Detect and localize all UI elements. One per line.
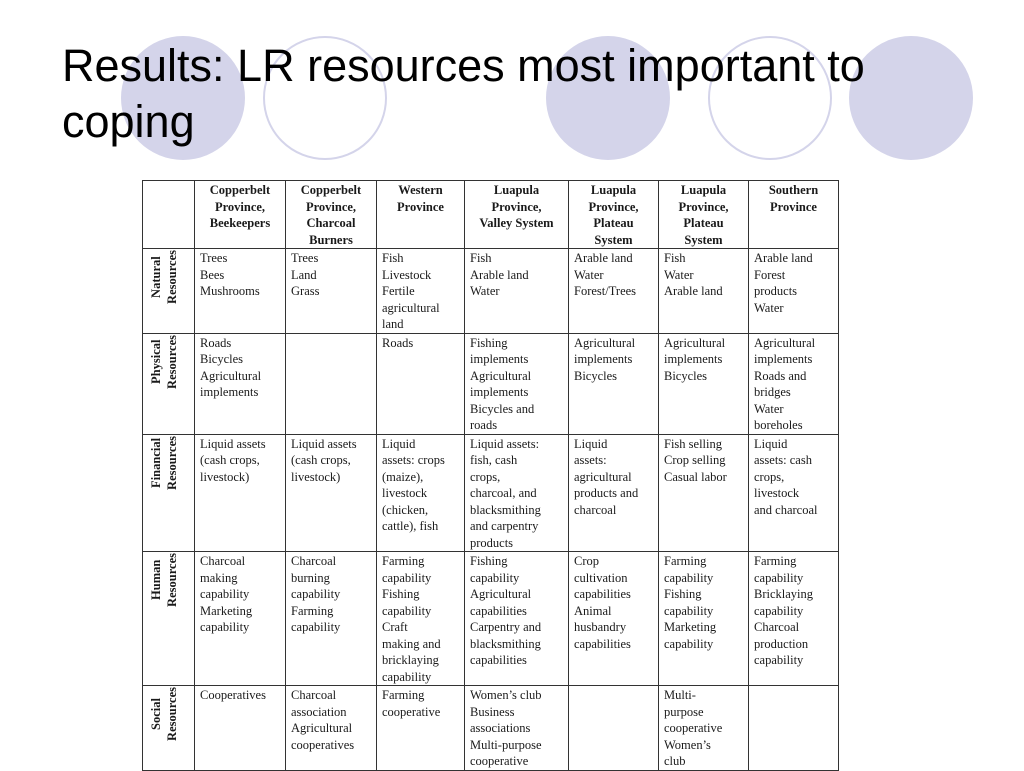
- cell-line: roads: [470, 418, 498, 432]
- cell-line: Livestock: [382, 267, 432, 282]
- table-row-financial: [143, 434, 839, 552]
- cell-line: Bicycles and: [470, 401, 535, 416]
- cell-line: Bicycles: [574, 368, 618, 383]
- cell-line: Agricultural: [470, 587, 532, 601]
- cell-line: Carpentry and: [470, 620, 542, 634]
- cell-line: Charcoal: [291, 688, 337, 702]
- cell-line: Women’s club: [470, 688, 542, 702]
- table-cell: [465, 552, 569, 686]
- cell-line: capability: [664, 603, 714, 618]
- cell-line: Roads and: [754, 368, 807, 383]
- table-cell: [286, 686, 377, 771]
- row-header: [143, 333, 195, 434]
- table-cell: [286, 333, 377, 434]
- header-row: [143, 181, 839, 249]
- cell-line: Farming: [754, 554, 797, 568]
- row-header: [143, 686, 195, 771]
- cell-line: Agricultural: [574, 335, 636, 350]
- table-cell: [569, 249, 659, 334]
- cell-line: club: [664, 754, 686, 768]
- cell-line: Trees: [200, 251, 228, 265]
- cell-line: burning: [291, 570, 330, 585]
- cell-line: Arable land: [574, 251, 633, 265]
- cell-line: assets:: [574, 453, 607, 467]
- row-header: [143, 552, 195, 686]
- cell-line: livestock): [291, 469, 341, 484]
- cell-line: Water: [754, 401, 784, 416]
- cell-line: crops,: [754, 469, 785, 484]
- cell-line: Agricultural: [291, 721, 353, 735]
- table-cell: [749, 434, 839, 552]
- cell-line: Fishing: [470, 554, 508, 568]
- cell-line: Crop selling: [664, 453, 726, 467]
- cell-line: cooperative: [382, 704, 441, 719]
- cell-line: agricultural: [574, 469, 632, 484]
- cell-line: cooperative: [664, 721, 723, 735]
- column-header-line: Western: [398, 183, 443, 197]
- cell-line: capability: [754, 653, 804, 667]
- column-header: [659, 181, 749, 249]
- cell-line: Roads: [382, 335, 414, 350]
- table-cell: [749, 552, 839, 686]
- cell-line: livestock: [754, 486, 800, 500]
- cell-line: (maize),: [382, 469, 424, 484]
- cell-line: capability: [200, 587, 250, 601]
- corner-cell: [143, 181, 195, 249]
- column-header: [569, 181, 659, 249]
- row-header-label-line: Financial: [149, 437, 163, 488]
- cell-line: bricklaying: [382, 653, 439, 667]
- cell-line: and charcoal: [754, 502, 818, 517]
- table-cell: [195, 686, 286, 771]
- slide-title-line-1: Results: LR resources most important to: [62, 40, 865, 91]
- cell-line: implements: [470, 385, 529, 399]
- cell-line: Arable land: [664, 284, 723, 298]
- cell-line: Forest: [754, 267, 786, 282]
- table-cell: [569, 686, 659, 771]
- cell-line: Cooperatives: [200, 688, 266, 702]
- row-header-label: [148, 335, 180, 389]
- cell-line: products: [754, 284, 798, 298]
- cell-line: Liquid: [754, 436, 788, 451]
- table-cell: [465, 434, 569, 552]
- cell-line: crops,: [470, 469, 501, 484]
- cell-line: Water: [754, 300, 784, 315]
- cell-line: Crop: [574, 554, 599, 568]
- row-header-label: [148, 250, 180, 304]
- cell-line: cattle), fish: [382, 519, 439, 533]
- column-header-line: System: [684, 232, 723, 247]
- cell-line: Women’s: [664, 737, 711, 752]
- cell-line: Craft: [382, 620, 408, 634]
- column-header-line: Copperbelt: [300, 183, 362, 197]
- table-cell: [377, 686, 465, 771]
- cell-line: bridges: [754, 385, 791, 399]
- cell-line: Business: [470, 704, 515, 719]
- cell-line: Fish: [470, 251, 492, 265]
- cell-line: Bicycles: [200, 352, 244, 366]
- table-cell: [377, 552, 465, 686]
- cell-line: cultivation: [574, 570, 628, 585]
- slide-title-line-2: coping: [62, 96, 195, 147]
- cell-line: implements: [470, 352, 529, 366]
- column-header-line: Luapula: [493, 183, 540, 197]
- cell-line: charcoal: [574, 502, 617, 517]
- row-header-label: [148, 687, 180, 741]
- table-cell: [659, 686, 749, 771]
- cell-line: Agricultural: [754, 335, 816, 350]
- cell-line: making and: [382, 636, 441, 651]
- cell-line: Agricultural: [664, 335, 726, 350]
- cell-line: Grass: [291, 284, 320, 298]
- table-cell: [195, 249, 286, 334]
- cell-line: Liquid assets: [291, 436, 357, 451]
- cell-line: implements: [200, 385, 259, 399]
- table-cell: [465, 686, 569, 771]
- row-header-label-line: Resources: [165, 435, 179, 490]
- row-header-label-line: Physical: [149, 339, 163, 384]
- column-header-line: System: [594, 232, 633, 247]
- cell-line: Liquid assets:: [470, 436, 540, 451]
- cell-line: Fishing: [382, 587, 420, 601]
- cell-line: Agricultural: [470, 368, 532, 383]
- cell-line: capabilities: [574, 636, 631, 651]
- cell-line: Fishing: [664, 587, 702, 601]
- cell-line: Liquid: [574, 436, 608, 451]
- cell-line: Farming: [664, 554, 707, 568]
- cell-line: livestock: [382, 486, 428, 500]
- cell-line: products and: [574, 486, 639, 500]
- column-header-line: Beekeepers: [209, 216, 271, 230]
- cell-line: blacksmithing: [470, 636, 541, 651]
- cell-line: cooperatives: [291, 737, 355, 752]
- cell-line: capability: [382, 669, 432, 684]
- cell-line: capability: [664, 636, 714, 651]
- row-header: [143, 434, 195, 552]
- cell-line: Land: [291, 267, 317, 282]
- cell-line: Fish: [382, 251, 404, 265]
- cell-line: production: [754, 636, 809, 651]
- cell-line: capability: [200, 620, 250, 634]
- cell-line: Roads: [200, 335, 232, 350]
- cell-line: assets: crops: [382, 453, 445, 467]
- cell-line: capability: [754, 570, 804, 585]
- cell-line: Bees: [200, 267, 225, 282]
- cell-line: fish, cash: [470, 453, 518, 467]
- cell-line: associations: [470, 721, 531, 735]
- table-cell: [377, 333, 465, 434]
- cell-line: Farming: [382, 688, 425, 702]
- cell-line: Marketing: [200, 603, 253, 618]
- table-cell: [659, 434, 749, 552]
- cell-line: land: [382, 317, 404, 331]
- table-cell: [286, 249, 377, 334]
- table-cell: [286, 552, 377, 686]
- column-header-line: Southern: [768, 183, 819, 197]
- cell-line: implements: [754, 352, 813, 366]
- column-header-line: Province,: [588, 199, 639, 214]
- cell-line: capability: [382, 570, 432, 585]
- table-cell: [286, 434, 377, 552]
- table-cell: [465, 333, 569, 434]
- cell-line: Fishing: [470, 335, 508, 350]
- column-header-line: Plateau: [593, 216, 634, 230]
- table-cell: [569, 434, 659, 552]
- cell-line: Agricultural: [200, 368, 262, 383]
- column-header-line: Luapula: [680, 183, 727, 197]
- table-row-physical: [143, 333, 839, 434]
- column-header-line: Province,: [491, 199, 542, 214]
- cell-line: boreholes: [754, 418, 803, 432]
- cell-line: Charcoal: [291, 554, 337, 568]
- cell-line: Fish selling: [664, 436, 722, 451]
- cell-line: charcoal, and: [470, 486, 537, 500]
- cell-line: Trees: [291, 251, 319, 265]
- cell-line: Arable land: [754, 251, 813, 265]
- cell-line: Mushrooms: [200, 284, 260, 298]
- table-cell: [569, 333, 659, 434]
- cell-line: capabilities: [470, 603, 527, 618]
- row-header-label: [148, 553, 180, 607]
- cell-line: implements: [574, 352, 633, 366]
- table-cell: [659, 552, 749, 686]
- row-header-label-line: Social: [149, 698, 163, 730]
- cell-line: capability: [382, 603, 432, 618]
- table-cell: [749, 333, 839, 434]
- column-header-line: Copperbelt: [209, 183, 271, 197]
- table-cell: [377, 434, 465, 552]
- cell-line: (cash crops,: [291, 453, 351, 467]
- cell-line: Marketing: [664, 620, 717, 634]
- column-header-line: Province: [397, 199, 444, 214]
- column-header: [286, 181, 377, 249]
- row-header-label-line: Natural: [149, 256, 163, 298]
- row-header-label-line: Resources: [165, 250, 179, 304]
- table-row-social: [143, 686, 839, 771]
- table-cell: [659, 249, 749, 334]
- cell-line: Casual labor: [664, 469, 727, 484]
- table-cell: [749, 249, 839, 334]
- cell-line: Multi-purpose: [470, 737, 542, 752]
- column-header: [195, 181, 286, 249]
- cell-line: Water: [574, 267, 604, 282]
- cell-line: products: [470, 535, 514, 550]
- cell-line: Animal: [574, 603, 612, 618]
- row-header-label-line: Resources: [165, 553, 179, 607]
- cell-line: capability: [664, 570, 714, 585]
- column-header: [749, 181, 839, 249]
- column-header: [377, 181, 465, 249]
- cell-line: Water: [664, 267, 694, 282]
- table-cell: [569, 552, 659, 686]
- table-cell: [749, 686, 839, 771]
- resources-table: [142, 180, 839, 771]
- cell-line: Charcoal: [200, 554, 246, 568]
- column-header-line: Province,: [214, 199, 266, 214]
- cell-line: Farming: [291, 603, 334, 618]
- cell-line: Fertile: [382, 284, 415, 298]
- column-header-line: Burners: [309, 232, 353, 247]
- cell-line: Bicycles: [664, 368, 708, 383]
- row-header: [143, 249, 195, 334]
- cell-line: (chicken,: [382, 502, 429, 517]
- cell-line: capabilities: [470, 653, 527, 667]
- cell-line: making: [200, 570, 238, 585]
- cell-line: Arable land: [470, 267, 529, 282]
- cell-line: Water: [470, 284, 500, 298]
- cell-line: capability: [291, 587, 341, 601]
- column-header-line: Valley System: [479, 216, 554, 230]
- column-header-line: Province: [770, 199, 817, 214]
- cell-line: assets: cash: [754, 453, 812, 467]
- table-cell: [377, 249, 465, 334]
- cell-line: Farming: [382, 554, 425, 568]
- row-header-label: [148, 436, 180, 490]
- cell-line: Charcoal: [754, 620, 800, 634]
- column-header-line: Province,: [678, 199, 729, 214]
- cell-line: cooperative: [470, 754, 529, 768]
- cell-line: livestock): [200, 469, 250, 484]
- cell-line: Fish: [664, 251, 686, 265]
- table-cell: [195, 333, 286, 434]
- cell-line: Liquid assets: [200, 436, 266, 451]
- cell-line: capability: [291, 620, 341, 634]
- row-header-label-line: Resources: [165, 334, 179, 389]
- cell-line: blacksmithing: [470, 502, 541, 517]
- column-header-line: Plateau: [683, 216, 724, 230]
- cell-line: Liquid: [382, 436, 416, 451]
- cell-line: Multi-: [664, 688, 696, 702]
- cell-line: and carpentry: [470, 519, 539, 533]
- cell-line: capability: [754, 603, 804, 618]
- table-row-natural: [143, 249, 839, 334]
- cell-line: (cash crops,: [200, 453, 260, 467]
- table-cell: [659, 333, 749, 434]
- table-cell: [465, 249, 569, 334]
- cell-line: agricultural: [382, 300, 440, 315]
- cell-line: Forest/Trees: [574, 284, 637, 298]
- column-header-line: Charcoal: [306, 216, 356, 230]
- table-row-human: [143, 552, 839, 686]
- column-header: [465, 181, 569, 249]
- cell-line: capabilities: [574, 587, 631, 601]
- cell-line: Bricklaying: [754, 587, 814, 601]
- column-header-line: Luapula: [590, 183, 637, 197]
- cell-line: purpose: [664, 704, 704, 719]
- cell-line: implements: [664, 352, 723, 366]
- slide-title: [62, 38, 962, 150]
- table-cell: [195, 434, 286, 552]
- cell-line: husbandry: [574, 620, 627, 634]
- row-header-label-line: Human: [149, 559, 163, 601]
- table-cell: [195, 552, 286, 686]
- cell-line: association: [291, 704, 347, 719]
- cell-line: capability: [470, 570, 520, 585]
- row-header-label-line: Resources: [165, 687, 179, 741]
- column-header-line: Province,: [305, 199, 357, 214]
